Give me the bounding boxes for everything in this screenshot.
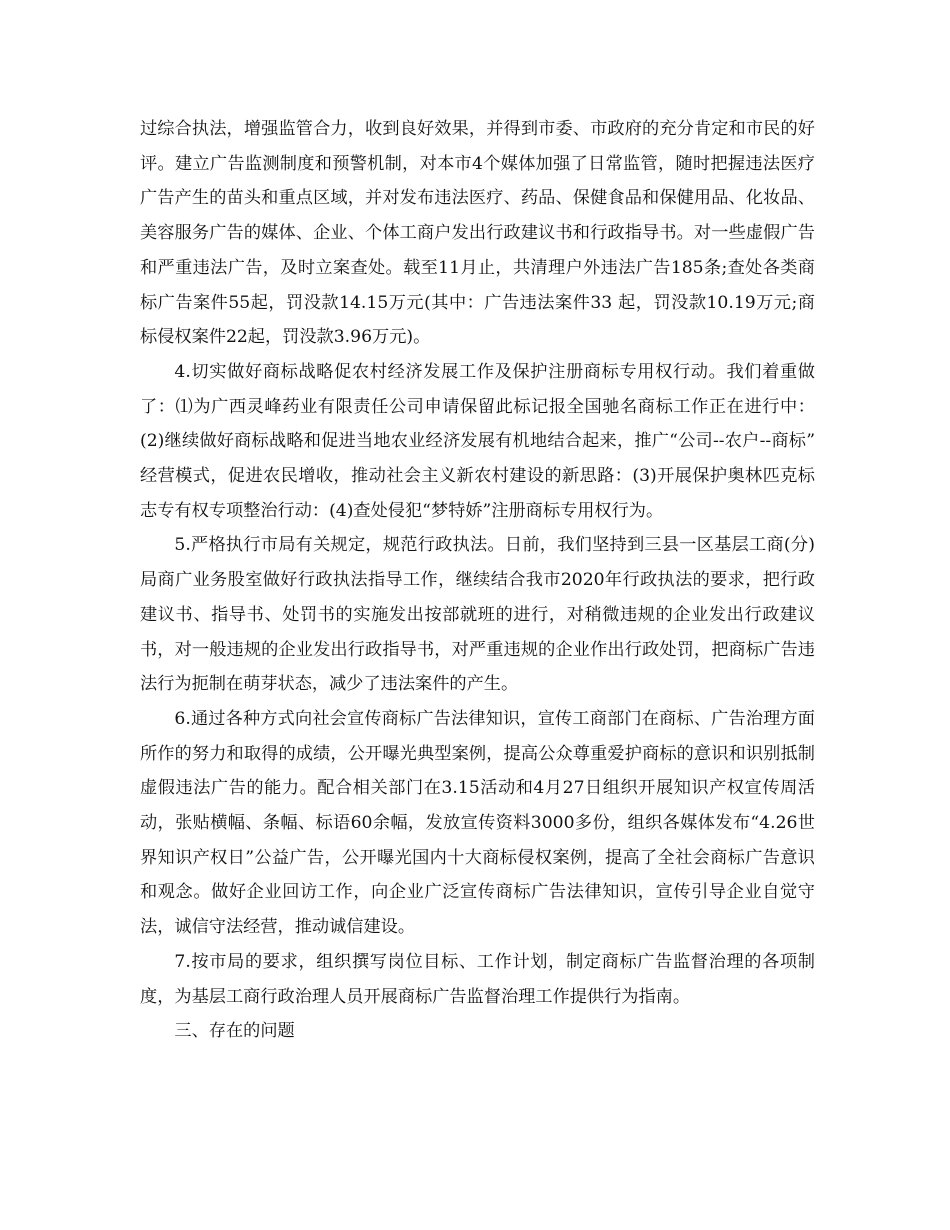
paragraph-item-4: 4.切实做好商标战略促农村经济发展工作及保护注册商标专用权行动。我们着重做了：⑴为广西灵峰药业有限责任公司申请保留此标记报全国驰名商标工作正在进行中：(2)继续做好商标战略和促进当地农业经济发展有机地结合起来，推广“公司--农户--商标” 经营模式，促进农民增收，推动社会主义新农村建设的新思路：(3)开展保护奥林匹克标志专有权专项整治行动：(4)查处侵犯“梦特娇”注册商标专用权行为。 bbox=[140, 361, 815, 521]
paragraph-item-6: 6.通过各种方式向社会宣传商标广告法律知识，宣传工商部门在商标、广告治理方面所作的努力和取得的成绩，公开曝光典型案例，提高公众尊重爱护商标的意识和识别抵制虚假违法广告的能力。配合相关部门在3.15活动和4月27日组织开展知识产权宣传周活动，张贴横幅、条幅、标语60余幅，发放宣传资料3000多份，组织各媒体发布“4.26世界知识产权日”公益广告，公开曝光国内十大商标侵权案例，提高了全社会商标广告意识和观念。做好企业回访工作，向企业广泛宣传商标广告法律知识，宣传引导企业自觉守法，诚信守法经营，推动诚信建设。 bbox=[140, 708, 815, 938]
section-heading: 三、存在的问题 bbox=[174, 1021, 295, 1042]
paragraph-continued: 过综合执法，增强监管合力，收到良好效果，并得到市委、市政府的充分肯定和市民的好评。建立广告监测制度和预警机制，对本市4个媒体加强了日常监管，随时把握违法医疗广告产生的苗头和重点区域，并对发布违法医疗、药品、保健食品和保健用品、化妆品、美容服务广告的媒体、企业、个体工商户发出行政建议书和行政指导书。对一些虚假广告和严重违法广告，及时立案查处。载至11月止，共清理户外违法广告185条;查处各类商标广告案件55起，罚没款14.15万元(其中：广告违法案件33 起，罚没款10.19万元;商标侵权案件22起，罚没款3.96万元)。 bbox=[140, 119, 815, 348]
paragraph-item-7: 7.按市局的要求，组织撰写岗位目标、工作计划，制定商标广告监督治理的各项制度，为基层工商行政治理人员开展商标广告监督治理工作提供行为指南。 bbox=[140, 951, 815, 1007]
paragraph-item-5: 5.严格执行市局有关规定，规范行政执法。日前，我们坚持到三县一区基层工商(分)局商广业务股室做好行政执法指导工作，继续结合我市2020年行政执法的要求，把行政建议书、指导书、处罚书的实施发出按部就班的进行，对稍微违规的企业发出行政建议书，对一般违规的企业发出行政指导书，对严重违规的企业作出行政处罚，把商标广告违法行为扼制在萌芽状态，减少了违法案件的产生。 bbox=[140, 535, 815, 695]
document-body bbox=[140, 112, 815, 1049]
